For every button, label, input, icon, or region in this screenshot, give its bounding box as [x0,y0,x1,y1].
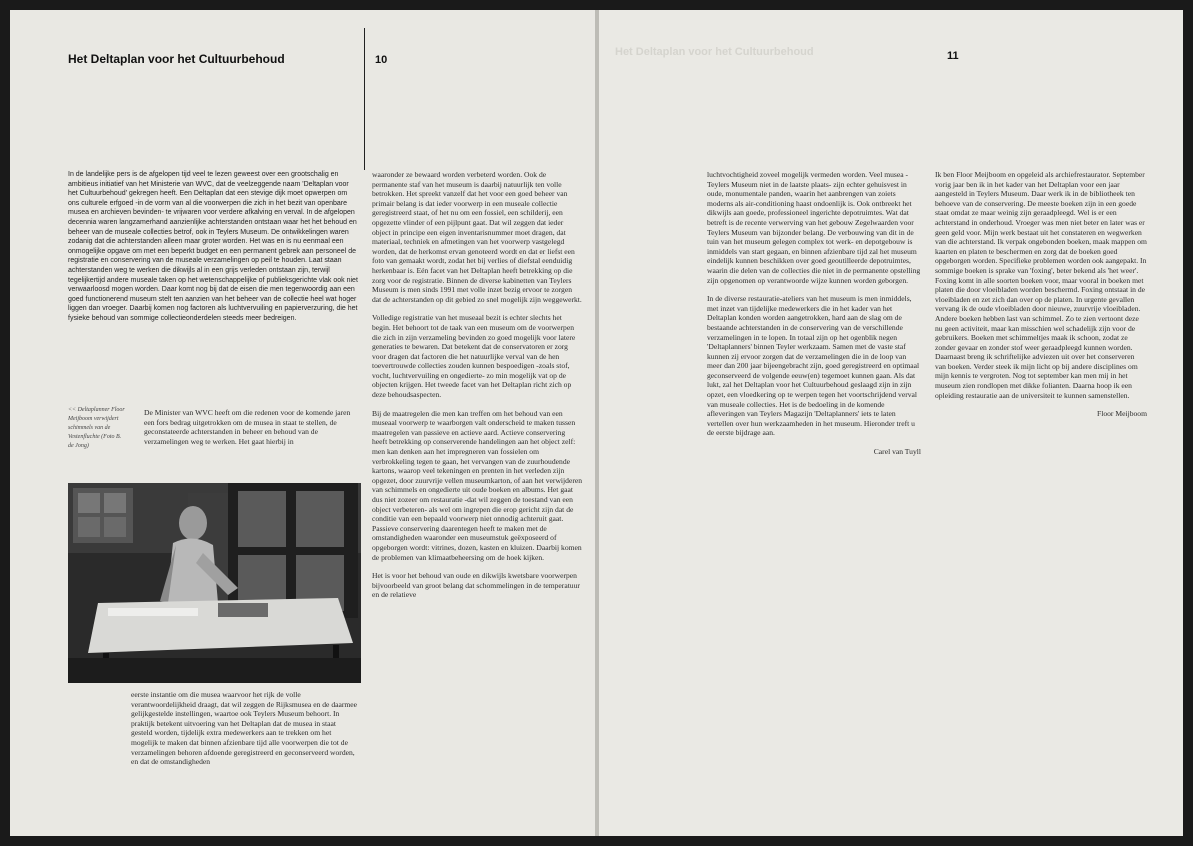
photo-restorer [68,483,361,683]
column-3-paragraph: In de diverse restauratie-ateliers van het museum is men inmiddels, met inzet van tijdelijke medewerkers die in het kader van het Deltaplan konden worden aangetrokken, hard aan de slag om de bestaande achterstanden in de conservering van de verschillende verzamelingen in te lopen. In totaal zijn op het ogenblik negen 'Deltaplanners' binnen Teyler werkzaam. Samen met de vaste staf kunnen zij ervoor zorgen dat de verzamelingen die in de loop van meer dan 200 jaar bijeengebracht zijn, goed geregistreerd en optimaal geconserveerd de volgende eeuw(en) tegemoet kunnen gaan. Als dat lukt, zal het Deltaplan voor het Cultuurbehoud geslaagd zijn in zijn opzet, een vloedkering op te werpen tegen het voortschrijdend verval van museale collecties. Het is de bedoeling in de komende afleveringen van Teylers Magazijn 'Deltaplanners' iets te laten vertellen over hun werkzaamheden in het museum. Hieronder treft u de eerste bijdrage aan. [707,294,920,438]
header-rule [364,28,365,170]
ghost-header: Het Deltaplan voor het Cultuurbehoud [615,46,814,58]
signature-carel: Carel van Tuyll [873,447,921,457]
column-2-paragraph: Bij de maatregelen die men kan treffen om het behoud van een museaal voorwerp te waarborgen valt onderscheid te maken tussen maatregelen van passieve en actieve aard. Actieve conservering heeft betrekking op conserverende handelingen aan het object zelf: men kan denken aan het impregneren van fossielen om verbrokkeling tegen te gaan, het vervangen van de zuurhoudende kartons, waarop veel tekeningen en prenten in het verleden zijn opgezet, door zuurvrije vellen museumkarton, of aan het verwijderen van schimmels en ongedierte uit oude boeken en albums. Het gaat dus niet zozeer om restauratie -dat wil zeggen de toestand van een object verbeteren- als wel om ingrepen die erop gericht zijn dat de conditie van een bepaald voorwerp niet onnodig achteruit gaat. Passieve conservering daarentegen heeft te maken met de omstandigheden waaronder een museumstuk geëxposeerd of opgeborgen wordt: vitrines, dozen, kasten en kluizen. Daarbij komen de problemen van klimaatbeheersing om de hoek kijken. [372,408,583,562]
column-4 [935,170,1147,419]
column-3-paragraph: luchtvochtigheid zoveel mogelijk vermeden worden. Veel musea -Teylers Museum niet in de laatste plaats- zijn echter gehuisvest in oude, monumentale panden, waarin het aanbrengen van zoiets moderns als air-conditioning haast ondoenlijk is. Ook ontbreekt het dikwijls aan goede, professioneel ingerichte depotruimtes. Wat dat betreft is de recente verwerving van het gebouw Zegelwaarden voor Teylers Museum van bijzonder belang. De verbouwing van dit in de tuin van het museum gelegen complex tot werk- en depotgebouw is inmiddels van start gegaan, en binnen afzienbare tijd zal het museum eindelijk kunnen beschikken over goed geoutilleerde depotruimtes, waarin die delen van de collecties die niet in de permanente opstelling zijn opgenomen op verantwoorde wijze kunnen worden geborgen. [707,170,921,285]
column-2-paragraph: Het is voor het behoud van oude en dikwijls kwetsbare voorwerpen bijvoorbeeld van groot belang dat schommelingen in de temperatuur en de relatieve [372,571,580,600]
column-2 [372,170,582,609]
page-header-title: Het Deltaplan voor het Cultuurbehoud [68,52,285,66]
column-3 [707,170,921,457]
page-number-left: 10 [375,54,388,66]
page-number-right: 11 [947,50,959,62]
column-1-bottom-paragraph: eerste instantie om die musea waarvoor het rijk de volle verantwoordelijkheid draagt, dat wil zeggen de Rijksmusea en de daarmee gelijkgestelde instellingen, waartoe ook Teylers Museum behoort. In praktijk betekent uitvoering van het Deltaplan dat de musea in staat gesteld worden, tijdelijk extra medewerkers aan te trekken om het mogelijk te maken dat binnen afzienbare tijd alle voorwerpen die tot de verzamelingen behoren afdoende geregistreerd en geconserveerd worden, en dat de omstandigheden [131,690,358,767]
column-2-paragraph: Volledige registratie van het museaal bezit is echter slechts het begin. Het behoort tot de taak van een museum om de voorwerpen die zich in zijn verzameling bevinden zo goed mogelijk voor latere generaties te bewaren. Dat betekent dat de conservatoren er zorg voor dragen dat factoren die het natuurlijke verval van de hen toevertrouwde collecties zouden kunnen bespoedigen -zoals stof, vocht, luchtvervuiling en ongedierte- zo min mogelijk vat op de objecten krijgen. Het tweede facet van het Deltaplan richt zich op deze behoudsaspecten. [372,313,576,400]
column-4-paragraph: Ik ben Floor Meijboom en opgeleid als archiefrestaurator. September vorig jaar ben ik in het kader van het Deltaplan voor een jaar aangesteld in Teylers Museum. Daar werk ik in de bibliotheek ten behoeve van de conservering. De meeste boeken zijn in een goede staat omdat ze maar weinig zijn geraadpleegd. Wel is er een achterstand in onderhoud. Vroeger was men niet beter en later was er geen geld voor. Mijn werk bestaat uit het constateren en wegwerken van die achterstand. Ik verpak ongebonden boeken, maak mappen om kaarten en platen te beschermen en zorg dat de boeken goed opgeborgen worden. Specifieke problemen worden ook aangepakt. In sommige boeken is sprake van 'foxing', beter bekend als 'het weer'. Foxing komt in alle soorten boeken voor, maar vooral in boeken met platen die door vloeibladen worden beschermd. Foxing ontstaat in de vloeibladen en zet zich dan over op de platen. In urgente gevallen vervang ik de oude vloeibladen door nieuwe, zuurvrije vloeibladen. Andere boeken hebben last van schimmel. Zo te zien vertoont deze nu geen activiteit, maar kan misschien wel schadelijk zijn voor de gebruikers. Boeken met schimmeltjes maak ik schoon, zodat ze zonder gevaar en zonder stof weer geraadpleegd kunnen worden. Daarnaast breng ik schriftelijke adviezen uit over het conserveren van boeken. Verder steek ik mijn licht op bij andere disciplines om mijn kennis te vergroten. Nog tot september kan men mij in het museum zien rondlopen met dikke folianten. Daarna hoop ik een opleiding restauratie aan de universiteit te kunnen samenstellen. [935,170,1147,400]
right-page [599,10,1183,836]
left-page [10,10,595,836]
column-2-paragraph: waaronder ze bewaard worden verbeterd worden. Ook de permanente staf van het museum is daarbij natuurlijk ten volle betrokken. Het spreekt vanzelf dat het voor een goed beheer van primair belang is dat ieder voorwerp in een museale collectie geregistreerd staat, of het nu om een fossiel, een schilderij, een opgezette vlinder of een pijlpunt gaat. Dat wil zeggen dat ieder object in principe een eigen inventarisnummer moet dragen, dat materiaal, techniek en afmetingen van het voorwerp vastgelegd worden, dat de herkomst ervan genoteerd wordt en dat er liefst een foto van gemaakt wordt, zodat het bij verlies of diefstal eenduidig herkenbaar is. Eén facet van het Deltaplan heeft betrekking op die zorg voor de registratie. Binnen de diverse kabinetten van Teylers Museum is men sinds 1991 met volle inzet bezig ervoor te zorgen dat de achterstanden op dit gebied zo snel mogelijk zijn weggewerkt. [372,170,582,304]
signature-floor: Floor Meijboom [1097,409,1147,419]
column-1-paragraph: De Minister van WVC heeft om die redenen voor de komende jaren een fors bedrag uitgetrokken om de musea in staat te stellen, de geconstateerde achterstanden in beheer en behoud van de verzamelingen weg te werken. Het gaat hierbij in [144,408,351,446]
intro-paragraph: In de landelijke pers is de afgelopen tijd veel te lezen geweest over een grootschalig en ambitieus initiatief van het Ministerie van WVC, dat de veelzeggende naam 'Deltaplan voor het Cultuurbehoud' gekregen heeft. Een Deltaplan dat een stevige dijk moet opwerpen om ons culturele erfgoed -in de vorm van al die voorwerpen die zich in het bezit van openbare musea en archieven bevinden- te vrijwaren voor verdere afkalving en verval. In de afgelopen decennia waren langzamerhand aanzienlijke achterstanden ontstaan waar het het behoud en beheer van de museale collecties betrof, ook in Teylers Museum. De ontwikkelingen waren zodanig dat die achterstanden alleen maar groter worden. Het was en is nu eenmaal een onmogelijke opgave om met een beperkt budget en een permanent gebrek aan personeel de registratie en conservering van de museale verzamelingen op peil te houden. Laat staan achterstanden weg te werken die dikwijls al in een grijs verleden ontstaan zijn, terwijl tegelijkertijd andere museale taken op het wetenschappelijke of publieksgerichte vlak ook niet verwaarloosd mogen worden. Daar komt nog bij dat de eisen die men tegenwoordig aan een goed functionerend museum stelt ten aanzien van het beheer van de collectie heel wat hoger liggen dan vroeger. Daarbij komen nog factoren als luchtvervuiling en papierverzuring, die het fysieke behoud van sommige collectieonderdelen steeds meer bedreigen. [68,171,358,322]
column-1-top [144,408,356,455]
photo-caption: << Deltaplanner Floor Meijboom verwijdert schimmels van de Vestenfluchte (Foto B. de Jong) [68,407,125,449]
column-1-bottom [131,690,359,776]
